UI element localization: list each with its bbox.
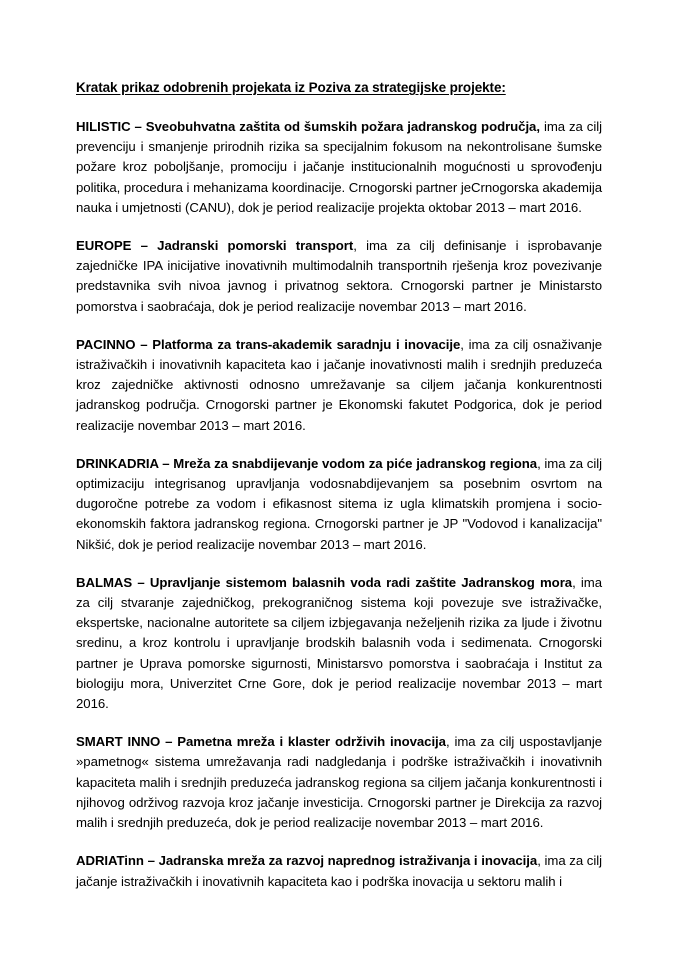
project-description: , ima za cilj uspostavljanje »pametnog« sistema umrežavanja radi nadgledanja i podrške istraživačkih i inovativnih kapaciteta malih i srednjih preduzeća jadranskog regiona sa ciljem jačanja konkurentnosti i njihovog održivog razvoja kroz jačanje investicija. Crnogorski partner je Direkcija za razvoj malih i srednjih preduzeća, dok je period realizacije novembar 2013 – mart 2016. bbox=[76, 734, 602, 831]
project-title: ADRIATinn – Jadranska mreža za razvoj naprednog istraživanja i inovacija bbox=[76, 853, 538, 869]
project-title: BALMAS – Upravljanje sistemom balasnih voda radi zaštite Jadranskog mora bbox=[76, 574, 573, 590]
project-entry-drinkadria bbox=[76, 454, 602, 555]
project-title: PACINNO – Platforma za trans-akademik saradnju i inovacije bbox=[76, 336, 461, 352]
project-description: , ima za cilj definisanje i isprobavanje zajedničke IPA inicijative inovativnih multimodalnih transportnih rješenja kroz povezivanje predstavnika svih nivoa javnog i privatnog sektora. Crnogorski partner je Ministarsto pomorstva i saobraćaja, dok je period realizacije novembar 2013 – mart 2016. bbox=[76, 238, 602, 314]
project-entry-hilistic bbox=[76, 117, 602, 218]
project-entry-adriatinn bbox=[76, 851, 602, 891]
page-title: Kratak prikaz odobrenih projekata iz Poziva za strategijske projekte: bbox=[76, 80, 506, 95]
project-description: , ima za cilj osnaživanje istraživačkih i inovativnih kapaciteta kao i jačanje inovativnosti malih i srednjih preduzeća kroz zajedničke aktivnosti odnosno umrežavanje sa ciljem jačanja konkurentnosti jadranskog područja. Crnogorski partner je Ekonomski fakutet Podgorica, dok je period realizacije novembar 2013 – mart 2016. bbox=[76, 336, 603, 433]
project-entry-europe bbox=[76, 236, 602, 317]
project-entry-balmas bbox=[76, 573, 602, 714]
project-entry-pacinno bbox=[76, 335, 602, 436]
project-title: HILISTIC – Sveobuhvatna zaštita od šumskih požara jadranskog područja, bbox=[76, 119, 540, 134]
project-description: , ima za cilj stvaranje zajedničkog, prekograničnog sistema koji povezuje sve istraživačke, ekspertske, nacionalne autoritete sa ciljem izbjegavanja neželjenih rizika za ljude i životnu sredinu, a kroz kontrolu i upravljanje brodskih balasnih voda i sedimenata. Crnogorski partner je Uprava pomorske sigurnosti, Ministarsvo pomorstva i saobraćaja i Institut za biologiju mora, Univerzitet Crne Gore, dok je period realizacije novembar 2013 – mart 2016. bbox=[76, 574, 603, 712]
project-list bbox=[76, 117, 602, 892]
project-description: , ima za cilj jačanje istraživačkih i inovativnih kapaciteta kao i podrška inovacija u sektoru malih i bbox=[76, 853, 602, 889]
project-description: ima za cilj prevenciju i smanjenje prirodnih rizika sa specijalnim fokusom na nekontrolisane šumske požare kroz poboljšanje, promociju i jačanje institucionalnih mogućnosti u sprovođenju politika, procedura i mehanizama koordinacije. Crnogorski partner jeCrnogorska akademija nauka i umjetnosti (CANU), dok je period realizacije projekta oktobar 2013 – mart 2016. bbox=[76, 119, 602, 215]
project-description: , ima za cilj optimizaciju integrisanog upravljanja vodosnabdijevanjem sa posebnim osvrtom na dugoročne potrebe za vodom i efikasnost sitema iz ugla klimatskih promjena i socio-ekonomskih faktora jadranskog regiona. Crnogorski partner je JP "Vodovod i kanalizacija" Nikšić, dok je period realizacije novembar 2013 – mart 2016. bbox=[76, 455, 602, 552]
project-title: SMART INNO – Pametna mreža i klaster održivih inovacija bbox=[76, 734, 446, 750]
project-title: EUROPE – Jadranski pomorski transport bbox=[76, 238, 354, 254]
project-title: DRINKADRIA – Mreža za snabdijevanje vodom za piće jadranskog regiona bbox=[76, 455, 538, 471]
project-entry-smart-inno bbox=[76, 732, 602, 833]
